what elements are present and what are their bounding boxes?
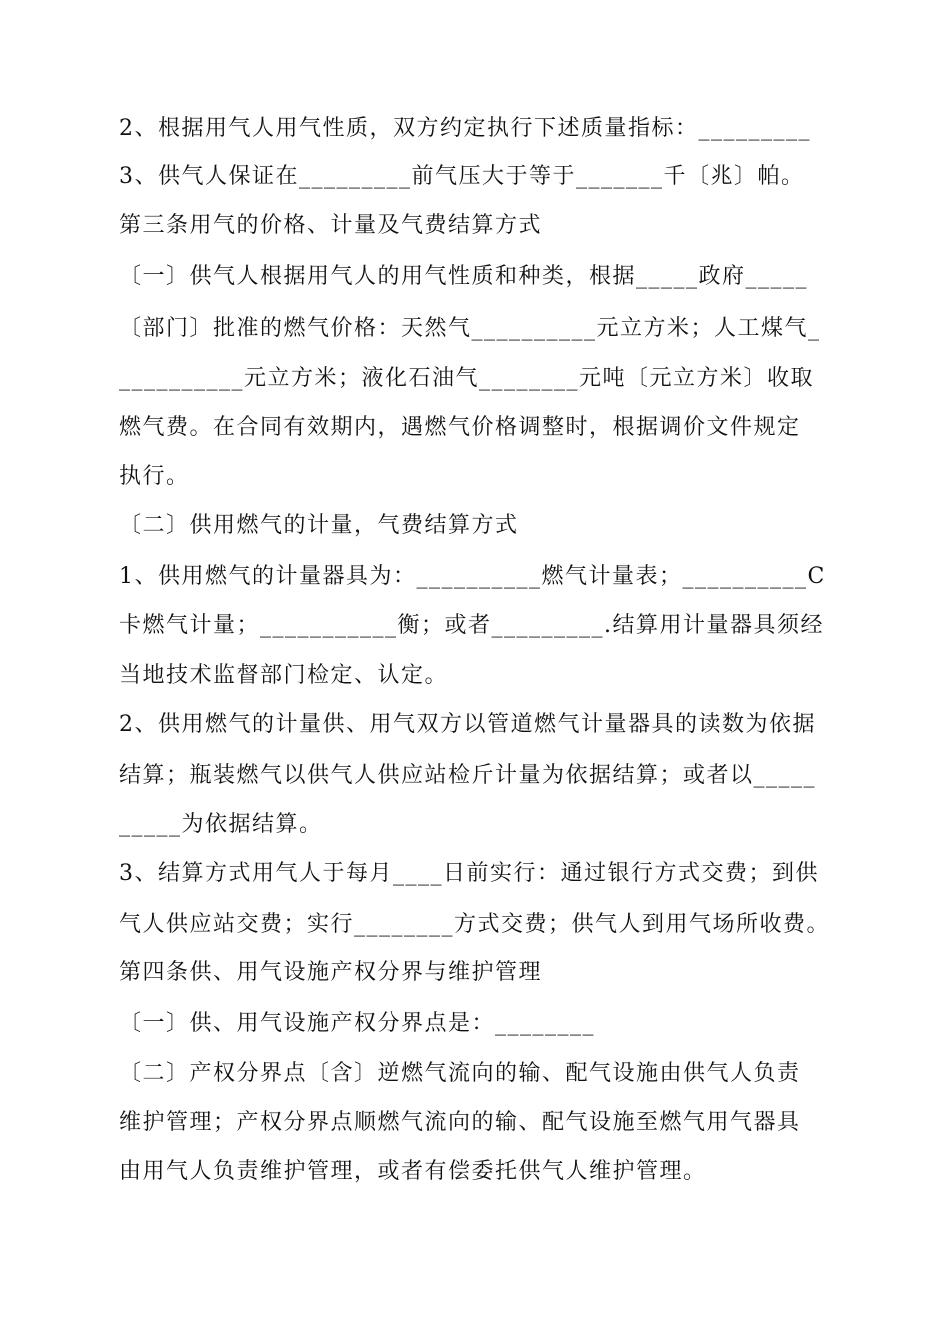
article-4-heading: 第四条供、用气设施产权分界与维护管理 bbox=[119, 960, 543, 985]
section-1-pricing-line-4: 燃气费。在合同有效期内，遇燃气价格调整时，根据调价文件规定 bbox=[119, 415, 801, 440]
section-2-heading: 〔二〕供用燃气的计量，气费结算方式 bbox=[119, 513, 519, 538]
article-4-section-1: 〔一〕供、用气设施产权分界点是：________ bbox=[119, 1011, 596, 1036]
metering-item-1-line-1: 1、供用燃气的计量器具为：__________燃气计量表；__________C bbox=[119, 564, 826, 589]
metering-item-1-line-3: 当地技术监督部门检定、认定。 bbox=[119, 663, 449, 688]
metering-item-3-line-2: 气人供应站交费；实行________方式交费；供气人到用气场所收费。 bbox=[119, 912, 831, 937]
metering-item-2-line-3: _____为依据结算。 bbox=[119, 812, 323, 837]
section-1-pricing-line-1: 〔一〕供气人根据用气人的用气性质和种类，根据_____政府_____ bbox=[119, 264, 809, 289]
clause-3-pressure-guarantee: 3、供气人保证在_________前气压大于等于_______千〔兆〕帕。 bbox=[119, 164, 805, 189]
section-1-pricing-line-2: 〔部门〕批准的燃气价格：天然气__________元立方米；人工煤气_ bbox=[119, 316, 821, 341]
metering-item-3-line-1: 3、结算方式用气人于每月____日前实行：通过银行方式交费；到供 bbox=[119, 861, 819, 886]
metering-item-2-line-1: 2、供用燃气的计量供、用气双方以管道燃气计量器具的读数为依据 bbox=[119, 712, 816, 737]
section-1-pricing-line-5: 执行。 bbox=[119, 464, 190, 489]
article-4-section-2-line-3: 由用气人负责维护管理，或者有偿委托供气人维护管理。 bbox=[119, 1159, 707, 1184]
metering-item-1-line-2: 卡燃气计量；___________衡；或者_________.结算用计量器具须经 bbox=[119, 613, 824, 638]
metering-item-2-line-2: 结算；瓶装燃气以供气人供应站检斤计量为依据结算；或者以_____ bbox=[119, 763, 817, 788]
article-4-section-2-line-2: 维护管理；产权分界点顺燃气流向的输、配气设施至燃气用气器具 bbox=[119, 1110, 801, 1135]
article-4-section-2-line-1: 〔二〕产权分界点〔含〕逆燃气流向的输、配气设施由供气人负责 bbox=[119, 1061, 801, 1086]
clause-2-quality-indicator: 2、根据用气人用气性质，双方约定执行下述质量指标：_________ bbox=[119, 116, 811, 141]
section-1-pricing-line-3: __________元立方米；液化石油气________元吨〔元立方米〕收取 bbox=[119, 366, 815, 391]
article-3-heading: 第三条用气的价格、计量及气费结算方式 bbox=[119, 213, 543, 238]
